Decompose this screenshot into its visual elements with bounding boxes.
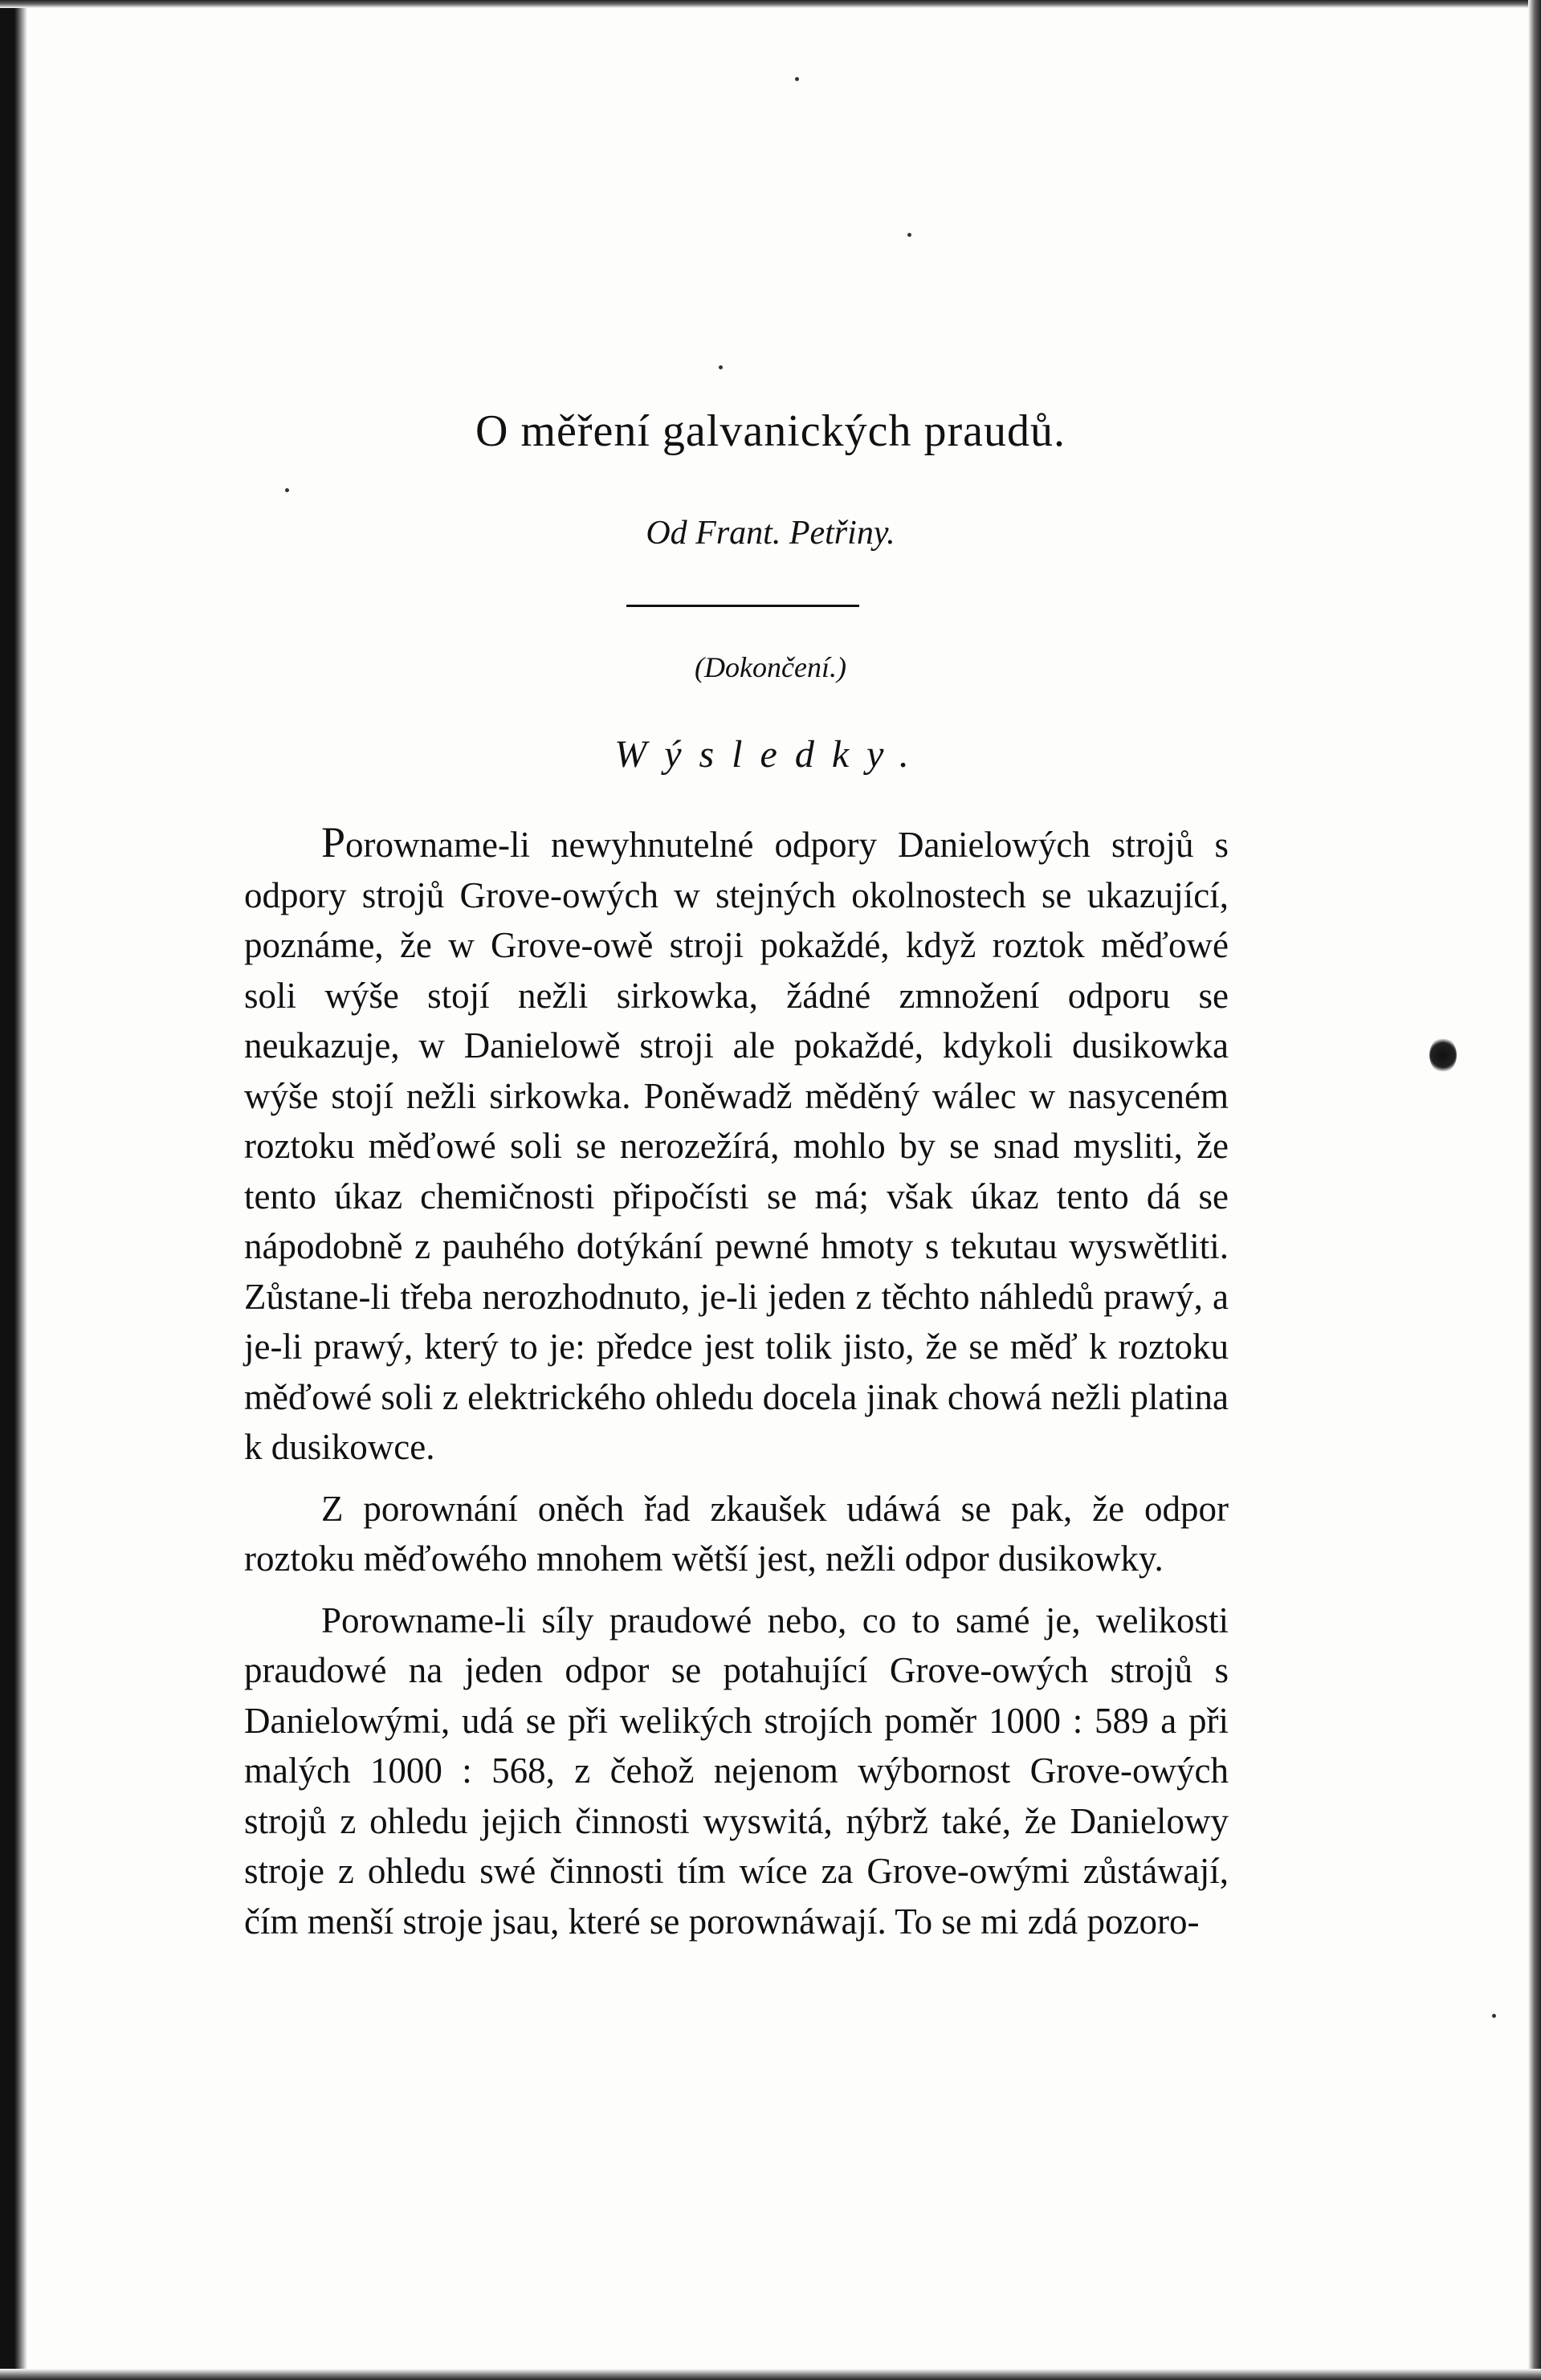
paragraph: [244, 817, 1229, 1473]
page-edge-right: [1528, 0, 1541, 2380]
page-edge-bottom: [0, 2369, 1541, 2380]
speck: [795, 77, 799, 81]
speck: [719, 365, 723, 369]
section-heading: Wýsledky.: [614, 733, 927, 776]
speck: [285, 488, 289, 492]
paragraph-initial: P: [321, 818, 346, 866]
speck: [1492, 2014, 1496, 2018]
author-line: Od Frant. Petřiny.: [646, 515, 895, 552]
page-edge-left: [0, 0, 27, 2380]
paragraph: [244, 1595, 1229, 1947]
paragraph-text: Z porownání oněch řad zkaušek udáwá se pak, že odpor roztoku měďowého mnohem wětší jest, nežli odpor dusikowky.: [244, 1488, 1229, 1579]
speck: [907, 233, 911, 237]
ink-blot: [1429, 1037, 1457, 1073]
title-divider: [626, 605, 859, 607]
paragraph-text: orowname-li newyhnutelné odpory Danielowých strojů s odpory strojů Grove-owých w stejných okolnostech se ukazující, poznáme, že w Grove-owě stroji pokaždé, když roztok měďowé soli wýše stojí nežli sirkowka, žádné zmnožení odporu se neukazuje, w Danielowě stroji ale pokaždé, kdykoli dusikowka wýše stojí nežli sirkowka. Poněwadž měděný wálec w nasyceném roztoku měďowé soli se nerozežírá, mohlo by se snad mysliti, že tento úkaz chemičnosti připočísti se má; však úkaz tento dá se nápodobně z pauhého dotýkání pewné hmoty s tekutau wyswětliti. Zůstane-li třeba nerozhodnuto, je-li jeden z těchto náhledů prawý, a je-li prawý, který to je: předce jest tolik jisto, že se měď k roztoku měďowé soli z elektrického ohledu docela jinak chowá nežli platina k dusikowce.: [244, 825, 1229, 1467]
page-title: O měření galvanických praudů.: [475, 406, 1066, 456]
paragraph: [244, 1484, 1229, 1584]
page-edge-top: [0, 0, 1541, 8]
continued-note: (Dokončení.): [695, 651, 846, 683]
paragraph-text: Porowname-li síly praudowé nebo, co to samé je, welikosti praudowé na jeden odpor se potahující Grove-owých strojů s Danielowými, udá se při welikých strojích poměr 1000 : 589 a při malých 1000 : 568, z čehož nejenom wýbornost Grove-owých strojů z ohledu jejich činnosti wyswitá, nýbrž také, že Danielowy stroje z ohledu swé činnosti tím wíce za Grove-owými zůstáwají, čím menší stroje jsau, které se porownáwají. To se mi zdá pozoro-: [244, 1600, 1229, 1942]
body-text: [244, 817, 1229, 1946]
